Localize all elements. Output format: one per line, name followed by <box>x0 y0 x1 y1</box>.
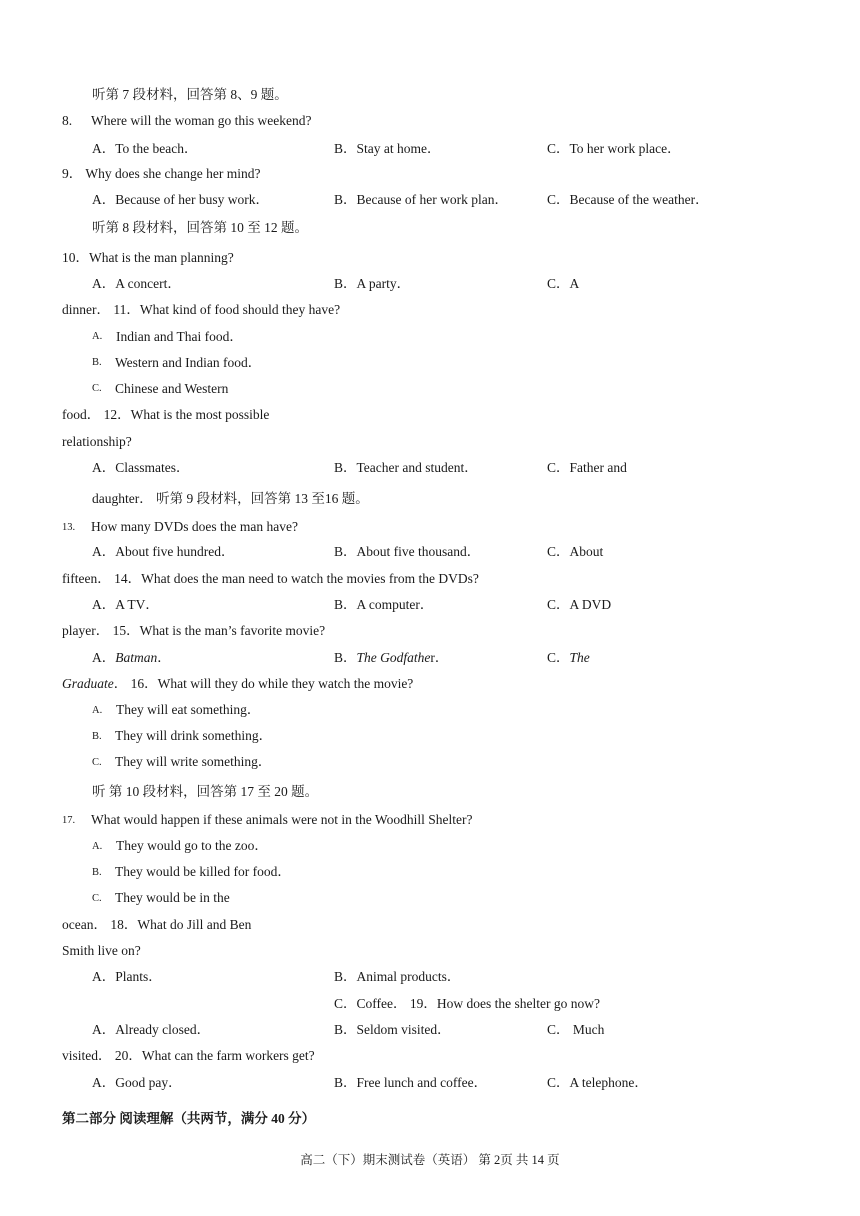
option-a: A．Plants． <box>92 969 162 984</box>
option-a: A．To the beach． <box>92 141 198 156</box>
question-number: 17. <box>62 815 76 826</box>
question-15: player． 15．What is the man’s favorite movie? <box>62 623 326 638</box>
question-16 <box>62 675 413 693</box>
part-heading: 第二部分 阅读理解（共两节，满分 40 分） <box>62 1111 316 1126</box>
option-a: A．Because of her busy work． <box>92 192 269 207</box>
option-b: B．A computer． <box>334 597 434 612</box>
question-8: Where will the woman go this weekend? <box>91 113 312 128</box>
punctuation: r． <box>430 650 449 665</box>
question-18: ocean． 18．What do Jill and Ben <box>62 917 252 932</box>
option-b: B．Seldom visited． <box>334 1022 451 1037</box>
question-19: C．Coffee． 19．How does the shelter go now? <box>334 996 600 1011</box>
option-a: A．Classmates． <box>92 460 190 475</box>
question-number: 8. <box>62 113 73 128</box>
option-c <box>547 649 590 667</box>
section-heading: daughter． 听第 9 段材料，回答第 13 至16 题。 <box>92 491 369 506</box>
section-heading: 听 第 10 段材料，回答第 17 至 20 题。 <box>92 784 319 799</box>
question-number: 13. <box>62 522 76 533</box>
option-marker: C. <box>92 893 102 904</box>
movie-title: The <box>569 650 590 665</box>
question-20: visited． 20．What can the farm workers get? <box>62 1048 315 1063</box>
page-footer: 高二（下）期末测试卷（英语） 第 2页 共 14 页 <box>300 1153 560 1167</box>
option-label: B． <box>334 650 357 665</box>
option-a: Indian and Thai food． <box>116 329 243 344</box>
option-c: C．Because of the weather． <box>547 192 709 207</box>
question-12: food． 12．What is the most possible <box>62 407 270 422</box>
option-b: Western and Indian food． <box>115 355 262 370</box>
option-a: A．Already closed． <box>92 1022 211 1037</box>
option-c: C．A telephone． <box>547 1075 648 1090</box>
option-label: C． <box>547 650 570 665</box>
movie-title: Graduate <box>62 676 114 691</box>
movie-title: The Godfathe <box>356 650 431 665</box>
option-a: A．A TV． <box>92 597 159 612</box>
option-c: C．Father and <box>547 460 627 475</box>
option-b: B．Animal products． <box>334 969 461 984</box>
option-c: Chinese and Western <box>115 381 229 396</box>
option-b: B．About five thousand． <box>334 544 481 559</box>
option-c: They will write something． <box>115 754 272 769</box>
option-c: C．To her work place． <box>547 141 681 156</box>
option-marker: B. <box>92 731 102 742</box>
option-a: They will eat something． <box>116 702 261 717</box>
option-marker: B. <box>92 357 102 368</box>
option-a: A．A concert． <box>92 276 181 291</box>
option-marker: A. <box>92 705 103 716</box>
option-b: B．Free lunch and coffee． <box>334 1075 488 1090</box>
option-c: C．A <box>547 276 580 291</box>
question-10: 10．What is the man planning? <box>62 250 234 265</box>
option-a: They would go to the zoo． <box>116 838 268 853</box>
option-marker: C. <box>92 383 102 394</box>
option-b: They would be killed for food． <box>115 864 291 879</box>
option-label: A． <box>92 650 116 665</box>
option-b: B．Teacher and student． <box>334 460 478 475</box>
section-heading: 听第 8 段材料，回答第 10 至 12 题。 <box>92 220 308 235</box>
punctuation: ． <box>157 650 171 665</box>
option-a: A．Good pay． <box>92 1075 182 1090</box>
question-text: ． 16．What will they do while they watch the movie? <box>113 676 414 691</box>
option-a: A．About five hundred． <box>92 544 235 559</box>
movie-title: Batman <box>115 650 158 665</box>
option-b <box>334 649 448 667</box>
option-c: They would be in the <box>115 890 230 905</box>
option-b: B．A party． <box>334 276 411 291</box>
question-12-cont: relationship? <box>62 434 132 449</box>
option-c: C． Much <box>547 1022 605 1037</box>
option-c: C．About <box>547 544 604 559</box>
question-17: What would happen if these animals were not in the Woodhill Shelter? <box>91 812 473 827</box>
question-18-cont: Smith live on? <box>62 943 141 958</box>
option-b: B．Stay at home． <box>334 141 441 156</box>
option-c: C．A DVD <box>547 597 612 612</box>
option-marker: C. <box>92 757 102 768</box>
option-b: They will drink something． <box>115 728 273 743</box>
question-9: 9． Why does she change her mind? <box>62 166 261 181</box>
option-marker: A. <box>92 331 103 342</box>
question-11: dinner． 11．What kind of food should they have? <box>62 302 341 317</box>
section-heading: 听第 7 段材料，回答第 8、9 题。 <box>92 87 288 102</box>
question-13: How many DVDs does the man have? <box>91 519 298 534</box>
option-b: B．Because of her work plan． <box>334 192 508 207</box>
option-marker: A. <box>92 841 103 852</box>
option-marker: B. <box>92 867 102 878</box>
option-a <box>92 649 171 667</box>
question-14: fifteen． 14．What does the man need to watch the movies from the DVDs? <box>62 571 479 586</box>
